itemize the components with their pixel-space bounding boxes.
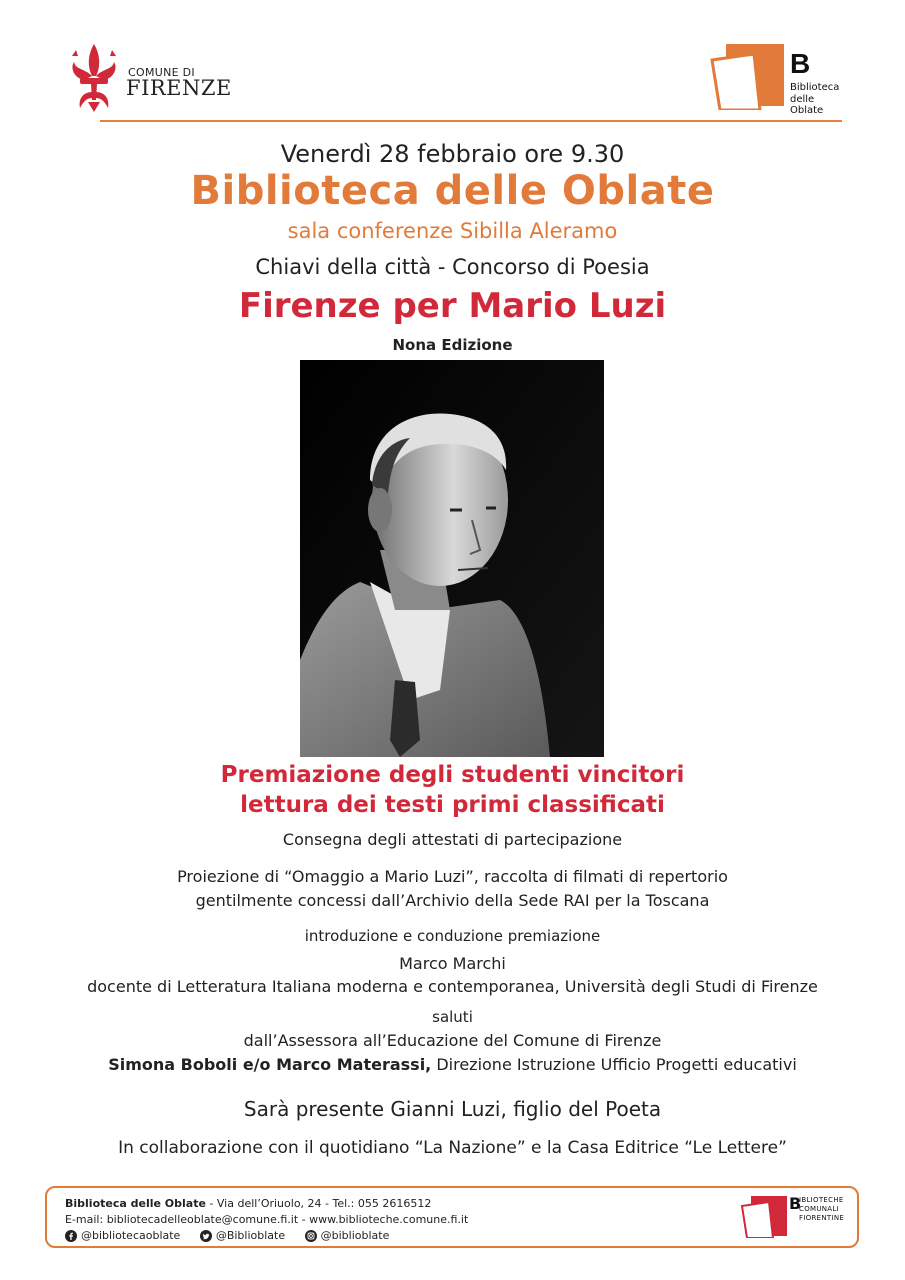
contest-title: Firenze per Mario Luzi: [238, 286, 667, 326]
twitter-icon: [200, 1230, 212, 1242]
greetings-label: saluti: [432, 1008, 473, 1026]
twitter-handle: @Biblioblate: [215, 1229, 286, 1242]
speaker-name: Marco Marchi: [399, 954, 506, 973]
footer-social-line: [65, 1229, 405, 1245]
biblioteche-comunali-logo: [741, 1194, 851, 1242]
footer-email-web[interactable]: E-mail: bibliotecadelleoblate@comune.fi.it - www.biblioteche.comune.fi.it: [65, 1213, 469, 1226]
venue-room: sala conferenze Sibilla Aleramo: [287, 219, 618, 243]
greetings-people: [0, 1055, 905, 1074]
projection-text-line1: Proiezione di “Omaggio a Mario Luzi”, raccolta di filmati di repertorio: [177, 867, 728, 886]
footer-logo-line3: FIORENTINE: [799, 1214, 845, 1222]
comune-label: COMUNE DI: [128, 66, 195, 79]
award-heading-line1: Premiazione degli studenti vincitori: [220, 762, 685, 788]
intro-label: introduzione e conduzione premiazione: [304, 927, 601, 945]
footer-library-name: Biblioteca delle Oblate: [65, 1197, 206, 1210]
facebook-handle: @bibliotecaoblate: [81, 1229, 181, 1242]
oblate-logo-letter: B: [790, 48, 811, 79]
greetings-people-names: Simona Boboli e/o Marco Materassi,: [108, 1055, 432, 1074]
biblioteche-book-icon: [741, 1196, 787, 1238]
certificates-text: Consegna degli attestati di partecipazione: [282, 830, 623, 849]
header-divider: [100, 120, 842, 122]
greetings-from: dall’Assessora all’Educazione del Comune di Firenze: [243, 1031, 662, 1050]
contest-name: Chiavi della città - Concorso di Poesia: [255, 255, 650, 279]
footer-address: - Via dell’Oriuolo, 24 - Tel.: 055 2616512: [205, 1197, 432, 1210]
instagram-handle: @biblioblate: [320, 1229, 390, 1242]
oblate-logo-line2: delle Oblate: [790, 94, 824, 116]
instagram-icon: [305, 1230, 317, 1242]
oblate-logo-line1: Biblioteca: [790, 82, 840, 93]
greetings-people-office: Direzione Istruzione Ufficio Progetti educativi: [431, 1055, 797, 1074]
projection-text-line2: gentilmente concessi dall’Archivio della Sede RAI per la Toscana: [195, 891, 710, 910]
footer-logo-line1: IBLIOTECHE: [799, 1196, 844, 1204]
facebook-icon: [65, 1230, 77, 1242]
firenze-label: FIRENZE: [126, 76, 232, 100]
edition-label: Nona Edizione: [392, 336, 513, 354]
speaker-role: docente di Letteratura Italiana moderna e contemporanea, Università degli Studi di Firenze: [87, 977, 818, 996]
footer-logo-letter: B: [789, 1194, 802, 1213]
venue-name: Biblioteca delle Oblate: [190, 168, 715, 214]
comune-firenze-logo: [66, 42, 236, 112]
oblate-book-icon: [710, 44, 784, 110]
portrait-illustration: [300, 360, 604, 757]
footer-contact-box: [45, 1186, 859, 1248]
social-instagram[interactable]: [305, 1229, 390, 1242]
social-facebook[interactable]: [65, 1229, 180, 1242]
footer-address-line: [65, 1197, 431, 1210]
portrait-photo: [300, 360, 604, 757]
guest-announcement: Sarà presente Gianni Luzi, figlio del Poeta: [243, 1097, 662, 1121]
florentine-lily-icon: [66, 42, 122, 112]
collaboration-text: In collaborazione con il quotidiano “La Nazione” e la Casa Editrice “Le Lettere”: [118, 1138, 787, 1158]
oblate-logo: [710, 44, 850, 114]
event-date: Venerdì 28 febbraio ore 9.30: [280, 140, 625, 168]
award-heading-line2: lettura dei testi primi classificati: [240, 792, 665, 818]
social-twitter[interactable]: [200, 1229, 285, 1242]
footer-logo-line2: COMUNALI: [799, 1205, 839, 1213]
